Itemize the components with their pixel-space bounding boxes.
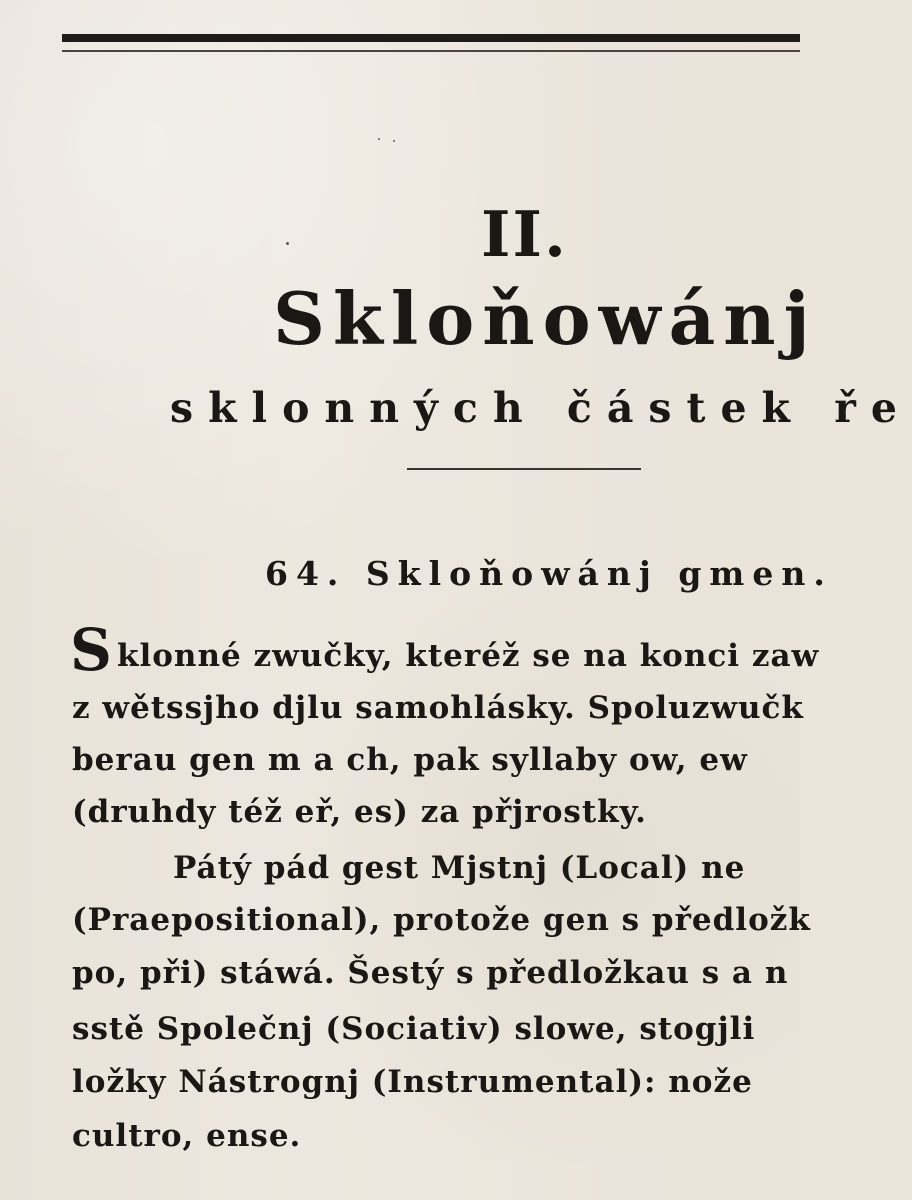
section-divider [407, 468, 641, 470]
paragraph-2-line-6: cultro, ense. [72, 1118, 302, 1154]
paragraph-2-line-1: Pátý pád gest Mjstnj (Local) ne [173, 850, 746, 886]
top-thick-rule [62, 34, 800, 42]
ink-fleck [378, 138, 380, 140]
ink-fleck [393, 140, 395, 142]
chapter-numeral: II. [481, 197, 568, 271]
top-thin-rule [62, 50, 800, 52]
chapter-title: Skloňowánj [273, 276, 818, 361]
chapter-subtitle: sklonných částek ře [170, 384, 912, 432]
paragraph-1-line-1: klonné zwučky, kteréž se na konci zaw [117, 638, 820, 674]
section-heading: 64. Skloňowánj gmen. [265, 554, 833, 593]
dropcap-letter: S [70, 616, 112, 684]
paragraph-1-line-2: z wětssjho djlu samohlásky. Spoluzwučk [72, 690, 804, 726]
paragraph-2-line-3: po, při) stáwá. Šestý s předložkau s a n [72, 955, 789, 991]
paragraph-1-line-4: (druhdy též eř, es) za přjrostky. [72, 794, 647, 830]
paragraph-2-line-5: ložky Nástrognj (Instrumental): nože [72, 1064, 753, 1100]
paragraph-2-line-2: (Praepositional), protože gen s předložk [72, 902, 811, 938]
ink-fleck [286, 242, 289, 245]
paragraph-2-line-4: sstě Společnj (Sociativ) slowe, stogjli [72, 1011, 756, 1047]
paragraph-1-line-3: berau gen m a ch, pak syllaby ow, ew [72, 742, 748, 778]
